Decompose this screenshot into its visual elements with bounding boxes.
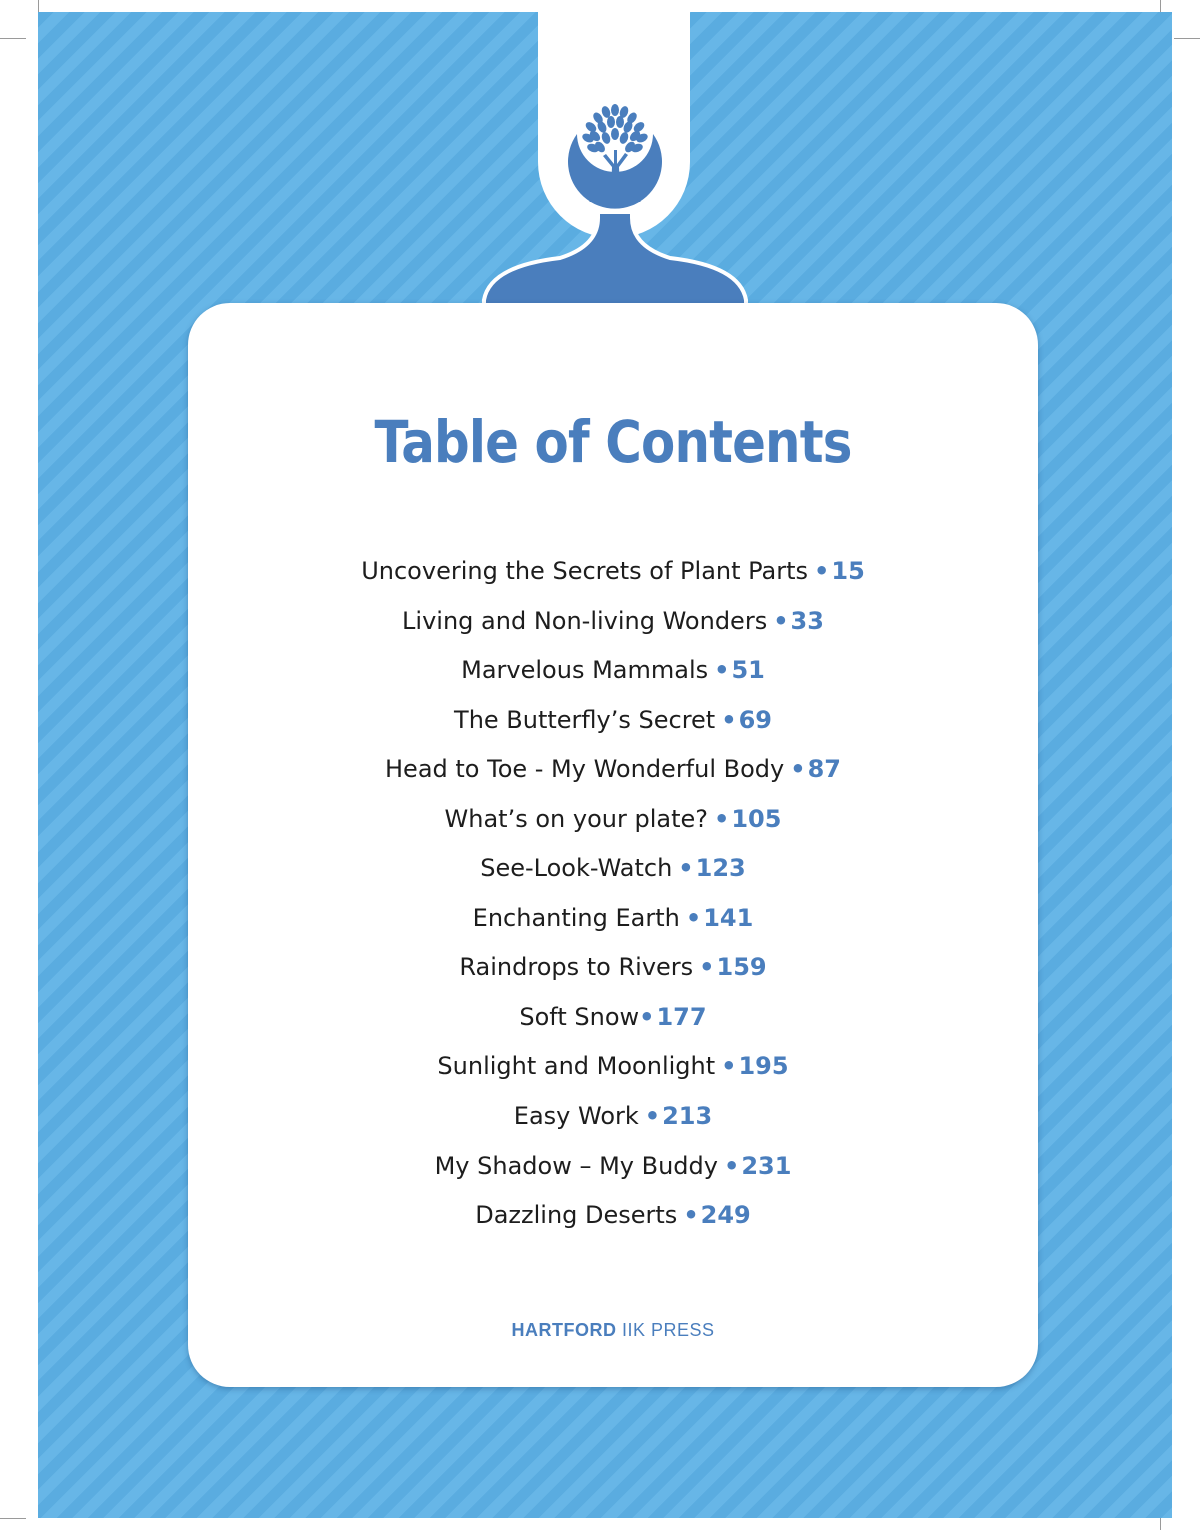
bullet-separator: •	[683, 1201, 699, 1230]
toc-entry-label: The Butterfly’s Secret	[454, 705, 716, 734]
crop-mark-top-left-h	[0, 38, 26, 39]
toc-entry-page: 51	[731, 656, 765, 685]
publisher-name-bold: HARTFORD	[511, 1320, 617, 1340]
bullet-separator: •	[685, 903, 702, 932]
toc-entry	[188, 548, 1038, 598]
toc-entry-label: Raindrops to Rivers	[459, 953, 694, 982]
bullet-separator: •	[790, 755, 806, 784]
toc-entry-page: 69	[738, 705, 772, 734]
toc-entry	[188, 796, 1038, 846]
bullet-separator: •	[814, 557, 830, 585]
toc-entry	[188, 598, 1038, 648]
toc-entry-page: 195	[738, 1052, 789, 1081]
toc-entry-label: Living and Non-living Wonders	[402, 606, 768, 635]
toc-entry-page: 105	[731, 804, 782, 833]
toc-entry-page: 15	[831, 557, 865, 585]
toc-entry	[188, 895, 1038, 945]
toc-entry-label: Sunlight and Moonlight	[437, 1052, 716, 1081]
toc-entry	[188, 697, 1038, 747]
bullet-separator: •	[678, 854, 694, 883]
toc-entry-page: 231	[741, 1151, 792, 1180]
publisher-name-light: IIK PRESS	[621, 1320, 715, 1340]
toc-entry-label: What’s on your plate?	[444, 804, 708, 833]
toc-entry-page: 177	[656, 1002, 707, 1031]
toc-entry-label: See-Look-Watch	[480, 854, 673, 883]
toc-entry	[188, 1143, 1038, 1193]
tree-crescent-icon	[568, 104, 662, 209]
toc-entry-page: 249	[700, 1201, 751, 1230]
publisher-imprint	[188, 1320, 1038, 1341]
crop-mark-bottom-left-h	[0, 1518, 26, 1519]
toc-entry	[188, 1093, 1038, 1143]
toc-entry-label: Head to Toe - My Wonderful Body	[385, 755, 785, 784]
toc-entry	[188, 944, 1038, 994]
bullet-separator: •	[714, 656, 730, 685]
toc-entry-label: My Shadow – My Buddy	[434, 1151, 718, 1180]
page-title: Table of Contents	[374, 408, 852, 476]
bullet-separator: •	[723, 1151, 740, 1180]
toc-entry	[188, 1043, 1038, 1093]
toc-entry	[188, 746, 1038, 796]
crop-mark-top-left-v	[38, 0, 39, 12]
toc-entry-label: Easy Work	[513, 1102, 639, 1131]
crop-mark-top-right-h	[1174, 38, 1200, 39]
toc-entry-label: Enchanting Earth	[472, 903, 680, 932]
bullet-separator: •	[773, 606, 789, 635]
bullet-separator: •	[699, 953, 715, 982]
toc-entry-page: 87	[807, 755, 841, 784]
toc-entry-page: 159	[716, 953, 767, 982]
toc-entry	[188, 1192, 1038, 1242]
toc-entry-page: 141	[703, 903, 754, 932]
bullet-separator: •	[639, 1002, 655, 1031]
bullet-separator: •	[714, 804, 730, 833]
toc-entry-page: 33	[790, 606, 824, 635]
toc-entry-label: Dazzling Deserts	[475, 1201, 678, 1230]
toc-entry	[188, 994, 1038, 1044]
toc-entry	[188, 845, 1038, 895]
toc-entry-page: 123	[695, 854, 746, 883]
bullet-separator: •	[721, 1052, 737, 1081]
toc-entry-label: Uncovering the Secrets of Plant Parts	[361, 557, 809, 585]
toc-entry	[188, 647, 1038, 697]
toc-entry-page: 213	[662, 1102, 713, 1131]
bullet-separator: •	[644, 1102, 661, 1131]
toc-entry-label: Soft Snow	[519, 1002, 640, 1031]
table-of-contents	[188, 548, 1038, 1242]
bullet-separator: •	[721, 705, 737, 734]
toc-entry-label: Marvelous Mammals	[461, 656, 709, 685]
